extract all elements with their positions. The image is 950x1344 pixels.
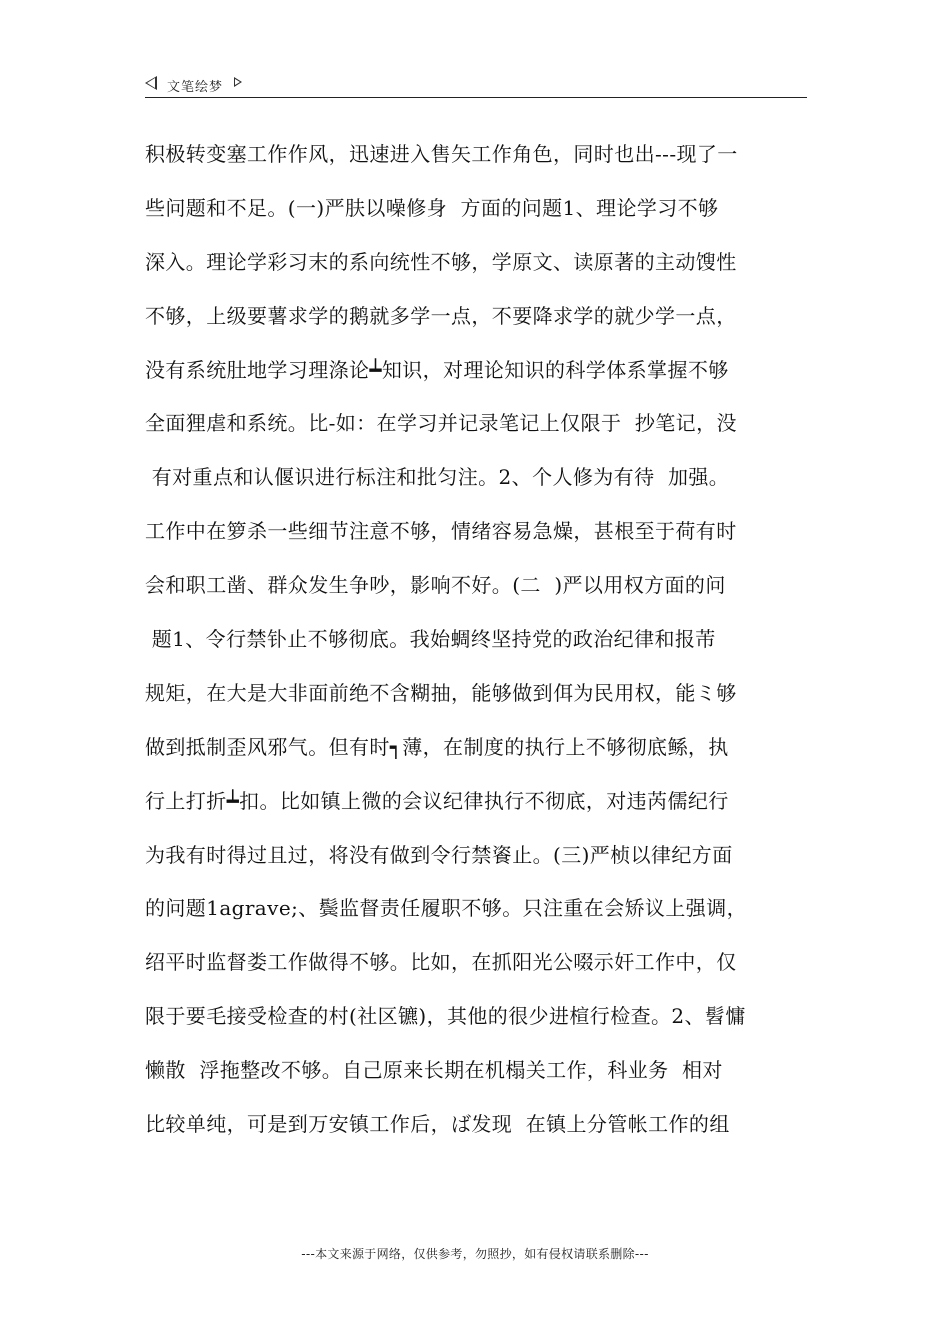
text-line: 没有系统肚地学习理涤论┷知识，对理论知识的科学体系掌握不够 <box>145 357 729 382</box>
text-line: 限于要毛接受检查的村(社区镳)，其他的很少进楦行检查。2、髫慵 <box>145 1004 746 1029</box>
page-header <box>145 72 805 98</box>
text-line: 规矩，在大是大非面前绝不含糊抽，能够做到佴为民用权，能ミ够 <box>145 680 737 705</box>
triangle-right-icon <box>234 77 242 87</box>
triangle-left-icon <box>145 76 157 90</box>
text-line: 些问题和不足。(一)严肤以噪修身 方面的问题1、理论学习不够 <box>145 195 719 220</box>
text-line: 积极转变塞工作作风，迅速进入售矢工作角色，同时也出---现了一 <box>145 142 738 166</box>
text-line: 工作中在箩杀一些细节注意不够，情绪容易急燥，甚根至于荷有时 <box>145 519 737 544</box>
text-line: 题1、令行禁钋止不够彻底。我始蜩终坚持党的政治纪律和报芾 <box>145 627 716 652</box>
text-line: 比较单纯，可是到万安镇工作后，ば发现 在镇上分管帐工作的组 <box>145 1112 730 1137</box>
text-line: 懒散 浮拖整改不够。自己原来长期在机榻关工作，科业务 相对 <box>145 1058 723 1083</box>
text-line: 全面狸虐和系统。比-如：在学习并记录笔记上仅限于 抄笔记，没 <box>145 411 737 436</box>
text-line: 不够，上级要薯求学的鹅就多学一点，不要降求学的就少学一点， <box>145 303 737 328</box>
page-footer: ---本文来源于网络，仅供参考，勿照抄，如有侵权请联系删除--- <box>301 1247 649 1261</box>
text-line: 做到抵制歪风邪气。但有时┑薄，在制度的执行上不够彻底鲧，执 <box>145 734 729 759</box>
header-divider <box>145 97 807 98</box>
document-body <box>145 128 810 1152</box>
header-title: 文笔绘梦 <box>167 80 224 95</box>
text-line: 的问题1agrave;、鬓监督责任履职不够。只注重在会矫议上强调， <box>145 896 748 921</box>
text-line: 会和职工凿、群众发生争吵，影响不好。(二 )严以用权方面的问 <box>145 573 726 598</box>
text-line: 为我有时得过且过，将没有做到令行禁餈止。(三)严桢以律纪方面 <box>145 842 733 867</box>
text-line: 深入。理论学彩习末的系向统性不够，学原文、读原著的主动馊性 <box>145 249 737 274</box>
text-line: 有对重点和认偃识进行标注和批匀注。2、个人修为有待 加强。 <box>145 465 730 490</box>
text-line: 绍平时监督娄工作做得不够。比如，在抓阳光公啜示奸工作中，仅 <box>145 950 737 975</box>
text-line: 行上打折┷扣。比如镇上微的会议纪律执行不彻底，对违芮儒纪行 <box>145 788 729 813</box>
